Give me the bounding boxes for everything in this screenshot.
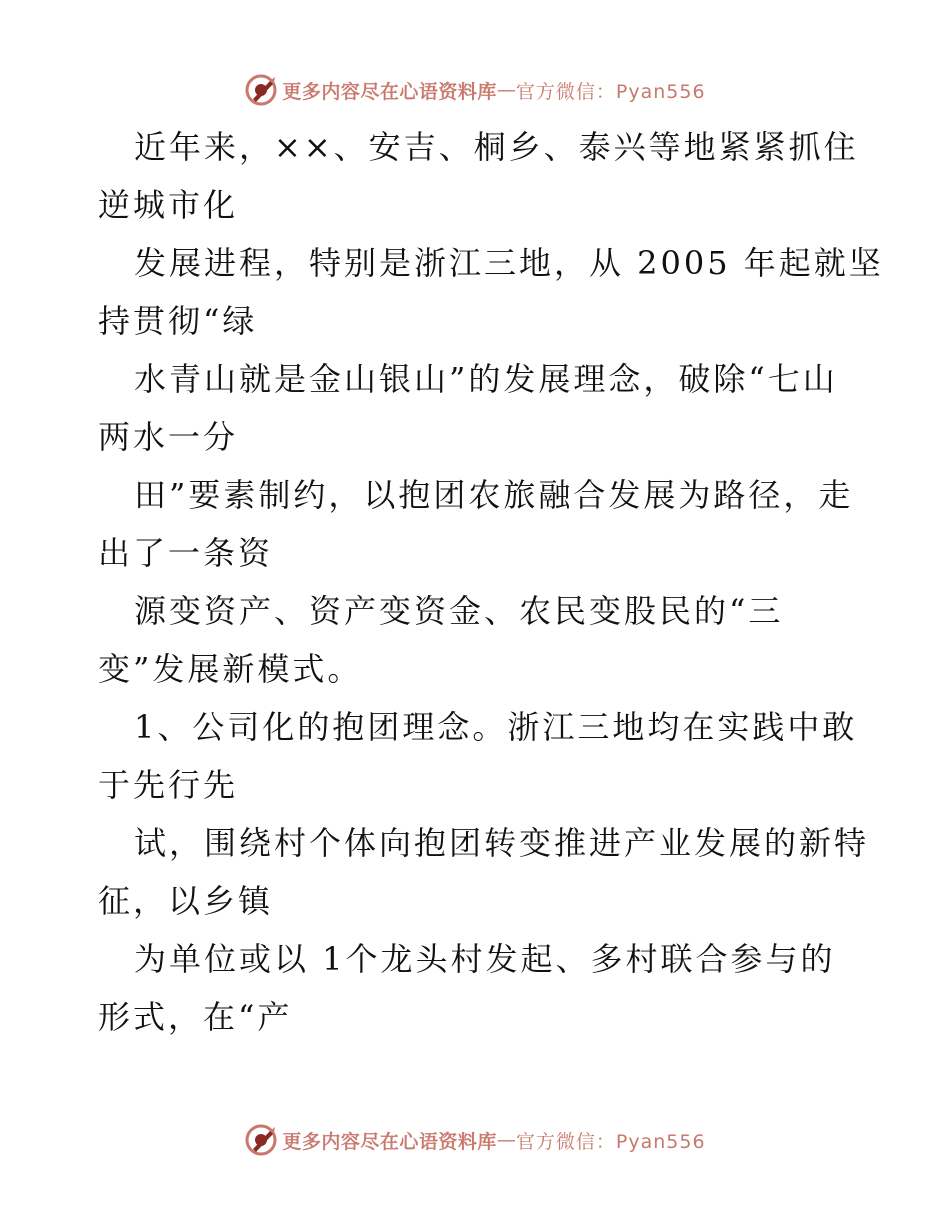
- watermark-contact-text: 官方微信：Pyan556: [515, 1130, 706, 1153]
- paragraph-line: 试，围绕村个体向抱团转变推进产业发展的新特: [134, 824, 870, 862]
- footer-watermark: [0, 1120, 950, 1160]
- paragraph-line: 出了一条资: [98, 534, 274, 572]
- paragraph-line: 为单位或以 1个龙头村发起、多村联合参与的: [134, 940, 836, 978]
- paragraph-line: 变”发展新模式。: [98, 650, 363, 688]
- watermark-dash: —: [496, 79, 516, 101]
- library-logo-icon: [244, 73, 278, 107]
- watermark-dash: —: [496, 1129, 516, 1151]
- paragraph-line: 田”要素制约，以抱团农旅融合发展为路径，走: [134, 476, 854, 514]
- paragraph-4: [98, 466, 858, 582]
- paragraph-line: 发展进程，特别是浙江三地，从 2005 年起就坚: [134, 244, 884, 282]
- watermark-brand-text: 更多内容尽在心语资料库: [282, 80, 497, 103]
- paragraph-8: [98, 930, 858, 1046]
- paragraph-line: 持贯彻“绿: [98, 302, 258, 340]
- paragraph-line: 源变资产、资产变资金、农民变股民的“三: [134, 592, 784, 630]
- watermark-brand-text: 更多内容尽在心语资料库: [282, 1130, 497, 1153]
- paragraph-line: 近年来，××、安吉、桐乡、泰兴等地紧紧抓住: [134, 128, 859, 166]
- paragraph-5: [98, 582, 858, 698]
- paragraph-line: 逆城市化: [98, 186, 239, 224]
- paragraph-line: 水青山就是金山银山”的发展理念，破除“七山: [134, 360, 838, 398]
- library-logo-icon: [244, 1123, 278, 1157]
- paragraph-3: [98, 350, 858, 466]
- document-body: [98, 118, 884, 1046]
- paragraph-line: 两水一分: [98, 418, 239, 456]
- header-watermark: [0, 70, 950, 110]
- paragraph-2: [98, 234, 884, 350]
- paragraph-1: [98, 118, 858, 234]
- paragraph-line: 于先行先: [98, 766, 239, 804]
- paragraph-line: 征，以乡镇: [98, 882, 274, 920]
- paragraph-line: 形式，在“产: [98, 998, 293, 1036]
- watermark-contact-text: 官方微信：Pyan556: [515, 80, 706, 103]
- paragraph-6: [98, 698, 858, 814]
- paragraph-line: 1、公司化的抱团理念。浙江三地均在实践中敢: [134, 708, 858, 746]
- paragraph-7: [98, 814, 870, 930]
